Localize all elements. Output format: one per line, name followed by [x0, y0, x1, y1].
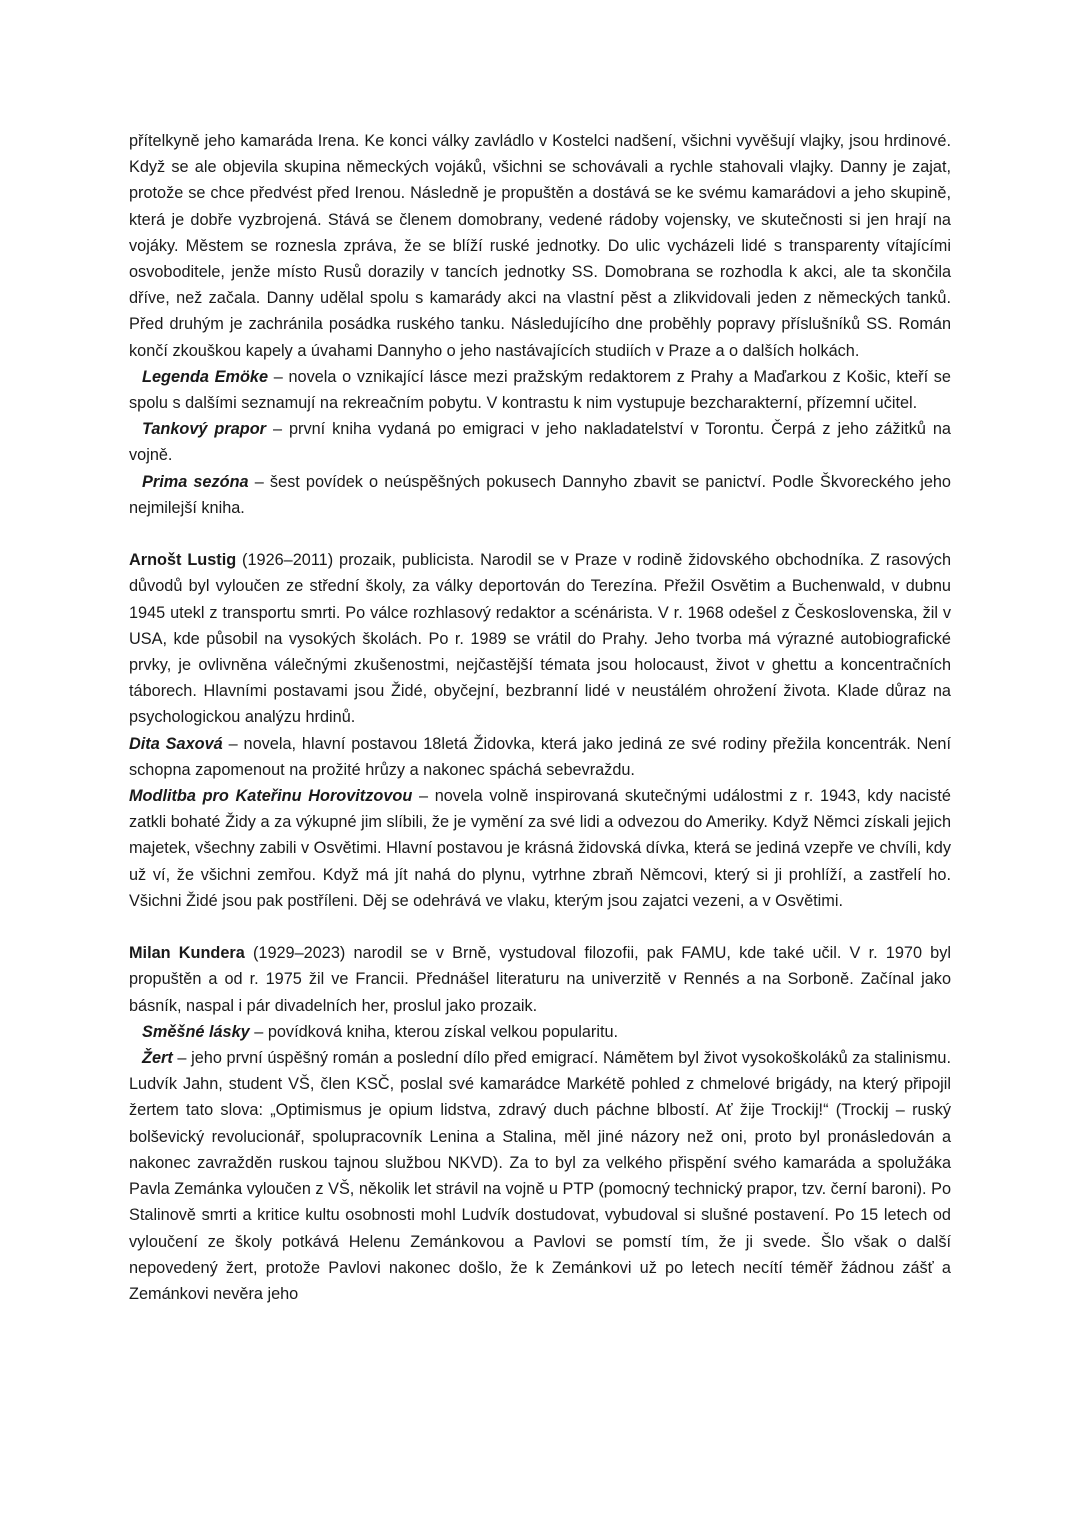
entry-tankovy-prapor: [129, 416, 951, 468]
work-description: – novela, hlavní postavou 18letá Židovka, která jako jediná ze své rodiny přežila koncentrák. Není schopna zapomenout na prožité hrůzy a nakonec spáchá sebevraždu.: [129, 734, 952, 779]
author-name: Milan Kundera: [129, 944, 245, 963]
work-title: Tankový prapor: [142, 420, 266, 439]
work-description: – jeho první úspěšný román a poslední dílo před emigrací. Námětem byl život vysokoškoláků za stalinismu. Ludvík Jahn, student VŠ, člen KSČ, poslal své kamarádce Markétě pohled z chmelové brigády, na který připojil žertem tato slova: „Optimismus je opium lidstva, zdravý duch páchne blbostí. Ať žije Trockij!“ (Trockij – ruský bolševický revolucionář, spolupracovník Lenina a Stalina, měl jiné názory než oni, proto byl pronásledován a nakonec zavražděn ruskou tajnou službou NKVD). Za to byl za velkého přispění svého kamaráda a spolužáka Pavla Zemánka vyloučen z VŠ, několik let strávil na vojně u PTP (pomocný technický prapor, tzv. černí baroni). Po Stalinově smrti a kritice kultu osobnosti mohl Ludvík dostudovat, vybudoval si slušné postavení. Po 15 letech od vyloučení ze školy potkává Helenu Zemánkovou a Pavlovi se pomstí tím, že ji svede. Šlo však o další nepovedený žert, protože Pavlovi nakonec došlo, že k Zemánkovi už po letech necítí téměř žádnou zášť a Zemánkovi nevěra jeho: [129, 1049, 951, 1303]
entry-prima-sezona: [129, 469, 951, 521]
work-description: – šest povídek o neúspěšných pokusech Dannyho zbavit se panictví. Podle Škvoreckého jeho nejmilejší kniha.: [129, 472, 951, 517]
author-bio: (1926–2011) prozaik, publicista. Narodil se v Praze v rodině židovského obchodníka. Z rasových důvodů byl vyloučen ze střední školy, za války deportován do Terezína. Přežil Osvětim a Buchenwald, v dubnu 1945 utekl z transportu smrti. Po válce rozhlasový redaktor a scénárista. V r. 1968 odešel z Československa, žil v USA, kde působil na vysokých školách. Po r. 1989 se vrátil do Prahy. Jeho tvorba má výrazné autobiografické prvky, je ovlivněna válečnými zkušenostmi, nejčastější témata jsou holocaust, život v ghettu a koncentračních táborech. Hlavními postavami jsou Židé, obyčejní, bezbranní lidé v neustálém ohrožení života. Klade důraz na psychologickou analýzu hrdinů.: [129, 551, 951, 727]
work-title: Modlitba pro Kateřinu Horovitzovou: [129, 787, 413, 806]
work-title: Prima sezóna: [142, 472, 249, 491]
paragraph-zbabelci-plot: přítelkyně jeho kamaráda Irena. Ke konci války zavládlo v Kostelci nadšení, všichni vyvěšují vlajky, jsou hrdinové. Když se ale objevila skupina německých vojáků, všichni se schovávali a rychle stahovali vlajky. Danny je zajat, protože se chce předvést před Irenou. Následně je propuštěn a dostává se ke svému kamarádovi a jeho skupině, která je dobře vyzbrojená. Stává se členem domobrany, vedené rádoby vojensky, ve skutečnosti si jen hrají na vojáky. Městem se roznesla zpráva, že se blíží ruské jednotky. Do ulic vycházeli lidé s transparenty vítajícími osvoboditele, jenže místo Rusů dorazily v tancích jednotky SS. Domobrana se rozhodla k akci, ale ta skončila dříve, než začala. Danny udělal spolu s kamarády akci na vlastní pěst a zlikvidovali jeden z německých tanků. Před druhým je zachránila posádka ruského tanku. Následujícího dne proběhly popravy příslušníků SS. Román končí zkouškou kapely a úvahami Dannyho o jeho nastávajících studiích v Praze a o dalších holkách.: [129, 132, 951, 360]
entry-modlitba: [129, 783, 951, 914]
work-description: – novela volně inspirovaná skutečnými událostmi z r. 1943, kdy nacisté zatkli bohaté Židy a za výkupné jim slíbili, že je vymění za své lidi a odvezou do Ameriky. Když Němci získali jejich majetek, všechny zabili v Osvětimi. Hlavní postavou je krásná židovská dívka, která se jediná vzepře ve chvíli, kdy už ví, že všichni zemřou. Když má jít nahá do plynu, vytrhne zbraň Němcovi, který si ji prohlíží, a zastřelí ho. Všichni Židé jsou pak postříleni. Děj se odehrává ve vlaku, kterým jsou zajatci vezeni, a v Osvětimi.: [129, 787, 951, 910]
entry-zert: [129, 1045, 951, 1307]
author-bio: (1929–2023) narodil se v Brně, vystudoval filozofii, pak FAMU, kde také učil. V r. 1970 byl propuštěn a od r. 1975 žil ve Francii. Přednášel literaturu na univerzitě v Rennés a na Sorboně. Začínal jako básník, naspal i pár divadelních her, proslul jako prozaik.: [129, 944, 951, 1015]
work-title: Dita Saxová: [129, 734, 223, 753]
author-lustig: [129, 547, 951, 730]
entry-dita-saxova: [129, 731, 951, 783]
document-page: [129, 128, 951, 1307]
work-title: Žert: [142, 1049, 173, 1068]
work-description: – novela o vznikající lásce mezi pražským redaktorem z Prahy a Maďarkou z Košic, kteří se spolu s dalšími seznamují na rekreačním pobytu. V kontrastu k nim vystupuje bezcharakterní, přízemní učitel.: [129, 367, 951, 413]
entry-legenda-emoke: [129, 364, 951, 416]
work-title: Směšné lásky: [142, 1022, 250, 1041]
author-kundera: [129, 940, 951, 1019]
work-description: – povídková kniha, kterou získal velkou popularitu.: [249, 1022, 619, 1041]
work-description: – první kniha vydaná po emigraci v jeho nakladatelství v Torontu. Čerpá z jeho zážitků na vojně.: [129, 420, 951, 465]
work-title: Legenda Emöke: [142, 367, 269, 386]
entry-smesne-lasky: [129, 1019, 951, 1045]
author-name: Arnošt Lustig: [129, 551, 237, 570]
